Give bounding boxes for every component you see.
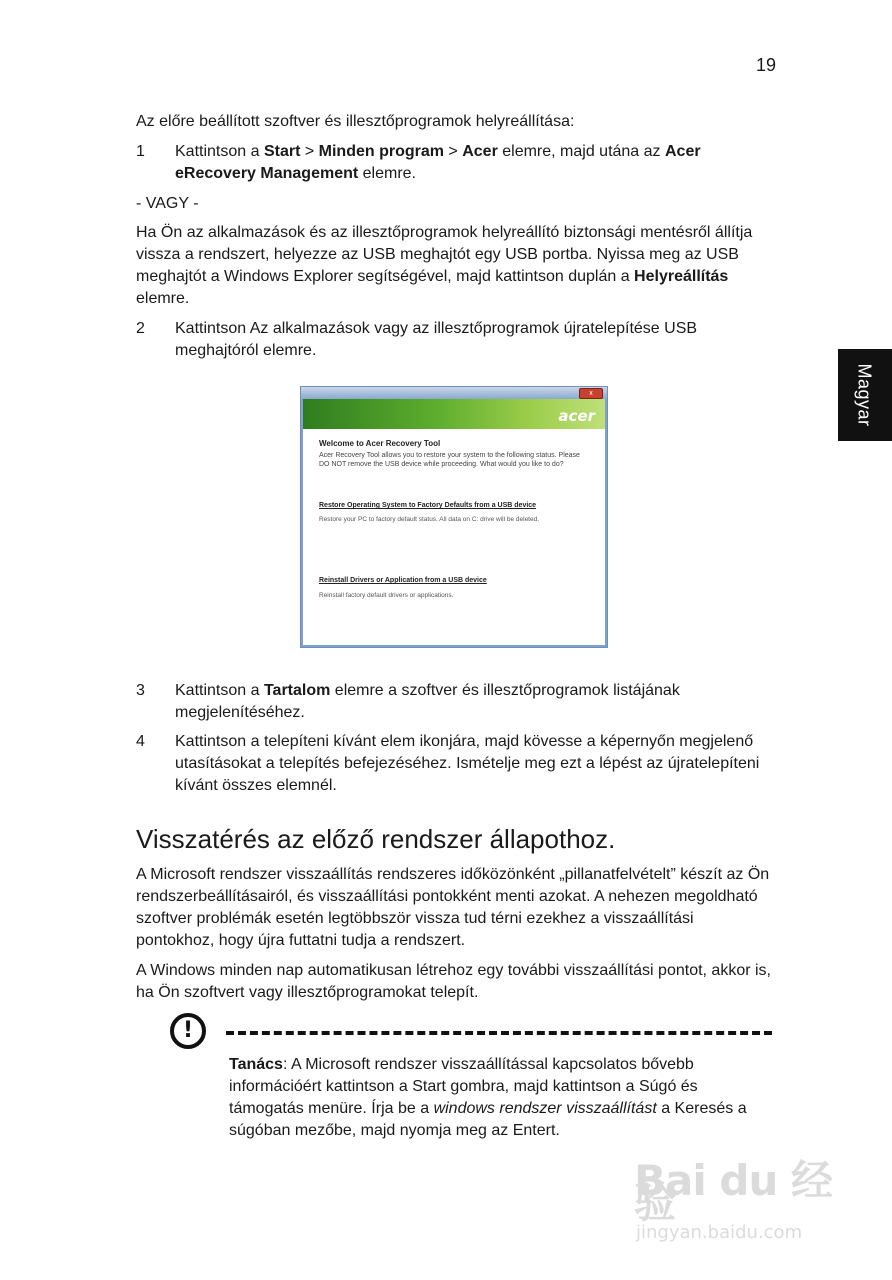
step-text: Kattintson a Tartalom elemre a szoftver és illesztőprogramok listájának megjelenítéséhez. <box>175 682 680 721</box>
step-3 <box>136 680 776 724</box>
restore-os-link[interactable]: Restore Operating System to Factory Defaults from a USB device <box>319 502 537 509</box>
step-number: 2 <box>136 320 145 337</box>
warning-icon: ! <box>170 1013 206 1049</box>
window-content <box>303 429 605 645</box>
paragraph-daily-restore: A Windows minden nap automatikusan létrehoz egy további visszaállítási pontot, akkor is, ha Ön szoftvert vagy illesztőprogramokat telepít. <box>136 962 771 1001</box>
watermark-brand: Bai du 经验 <box>634 1156 832 1227</box>
recovery-tool-screenshot <box>300 386 608 648</box>
step-1 <box>136 141 776 185</box>
restore-os-description: Restore your PC to factory default status. All data on C: drive will be deleted. <box>319 516 540 523</box>
usb-paragraph: Ha Ön az alkalmazások és az illesztőprogramok helyreállító biztonsági mentésről állítja vissza a rendszert, helyezze az USB meghajtót egy USB portba. Nyissa meg az USB meghajtót a Windows Explorer segítségével, majd kattintson duplán a Helyreállítás elemre. <box>136 224 753 307</box>
reinstall-drivers-description: Reinstall factory default drivers or applications. <box>319 592 454 599</box>
language-tab <box>838 349 892 441</box>
close-button[interactable]: x <box>579 388 603 399</box>
watermark-url: jingyan.baidu.com <box>636 1222 803 1243</box>
window-titlebar <box>301 387 607 399</box>
step-4 <box>136 731 776 797</box>
step-text: Kattintson a Start > Minden program > Acer elemre, majd utána az Acer eRecovery Management elemre. <box>175 143 701 182</box>
baidu-watermark <box>634 1150 854 1250</box>
step-number: 3 <box>136 682 145 699</box>
page-number: 19 <box>755 55 776 75</box>
welcome-title: Welcome to Acer Recovery Tool <box>319 439 441 448</box>
step-text: Kattintson a telepíteni kívánt elem ikonjára, majd kövesse a képernyőn megjelenő utasításokat a telepítés befejezéséhez. Ismételje meg ezt a lépést az újratelepíteni kívánt összes elemnél. <box>175 733 760 794</box>
reinstall-drivers-link[interactable]: Reinstall Drivers or Application from a USB device <box>319 577 487 584</box>
language-tab-label: Magyar <box>855 363 875 427</box>
section-heading: Visszatérés az előző rendszer állapothoz. <box>136 824 616 854</box>
step-2 <box>136 318 776 362</box>
tip-divider <box>226 1031 772 1035</box>
welcome-text: Acer Recovery Tool allows you to restore your system to the following status. Please DO NOT remove the USB device while proceeding. What would you like to do? <box>319 452 580 468</box>
paragraph-restore-points: A Microsoft rendszer visszaállítás rendszeres időközönként „pillanatfelvételt” készít az Ön rendszerbeállításairól, és visszaállítási pontokként menti azokat. A nehezen megoldható szoftver problémák esetén legtöbbször vissza tud térni ezekhez a visszaállítási pontokhoz, hogy újra futtatni tudja a rendszert. <box>136 866 770 949</box>
intro-line: Az előre beállított szoftver és illesztőprogramok helyreállítása: <box>136 113 575 130</box>
step-number: 4 <box>136 733 145 750</box>
step-text: Kattintson Az alkalmazások vagy az illesztőprogramok újratelepítése USB meghajtóról elemre. <box>175 320 698 359</box>
window-banner <box>303 399 605 429</box>
acer-logo: acer <box>558 407 595 425</box>
or-separator: - VAGY - <box>136 195 199 212</box>
tip-text: Tanács: A Microsoft rendszer visszaállítással kapcsolatos bővebb információért kattintson a Start gombra, majd kattintson a Súgó és támogatás menüre. Írja be a windows rendszer visszaállítást a Keresés a súgóban mezőbe, majd nyomja meg az Entert. <box>229 1056 747 1139</box>
step-number: 1 <box>136 143 145 160</box>
